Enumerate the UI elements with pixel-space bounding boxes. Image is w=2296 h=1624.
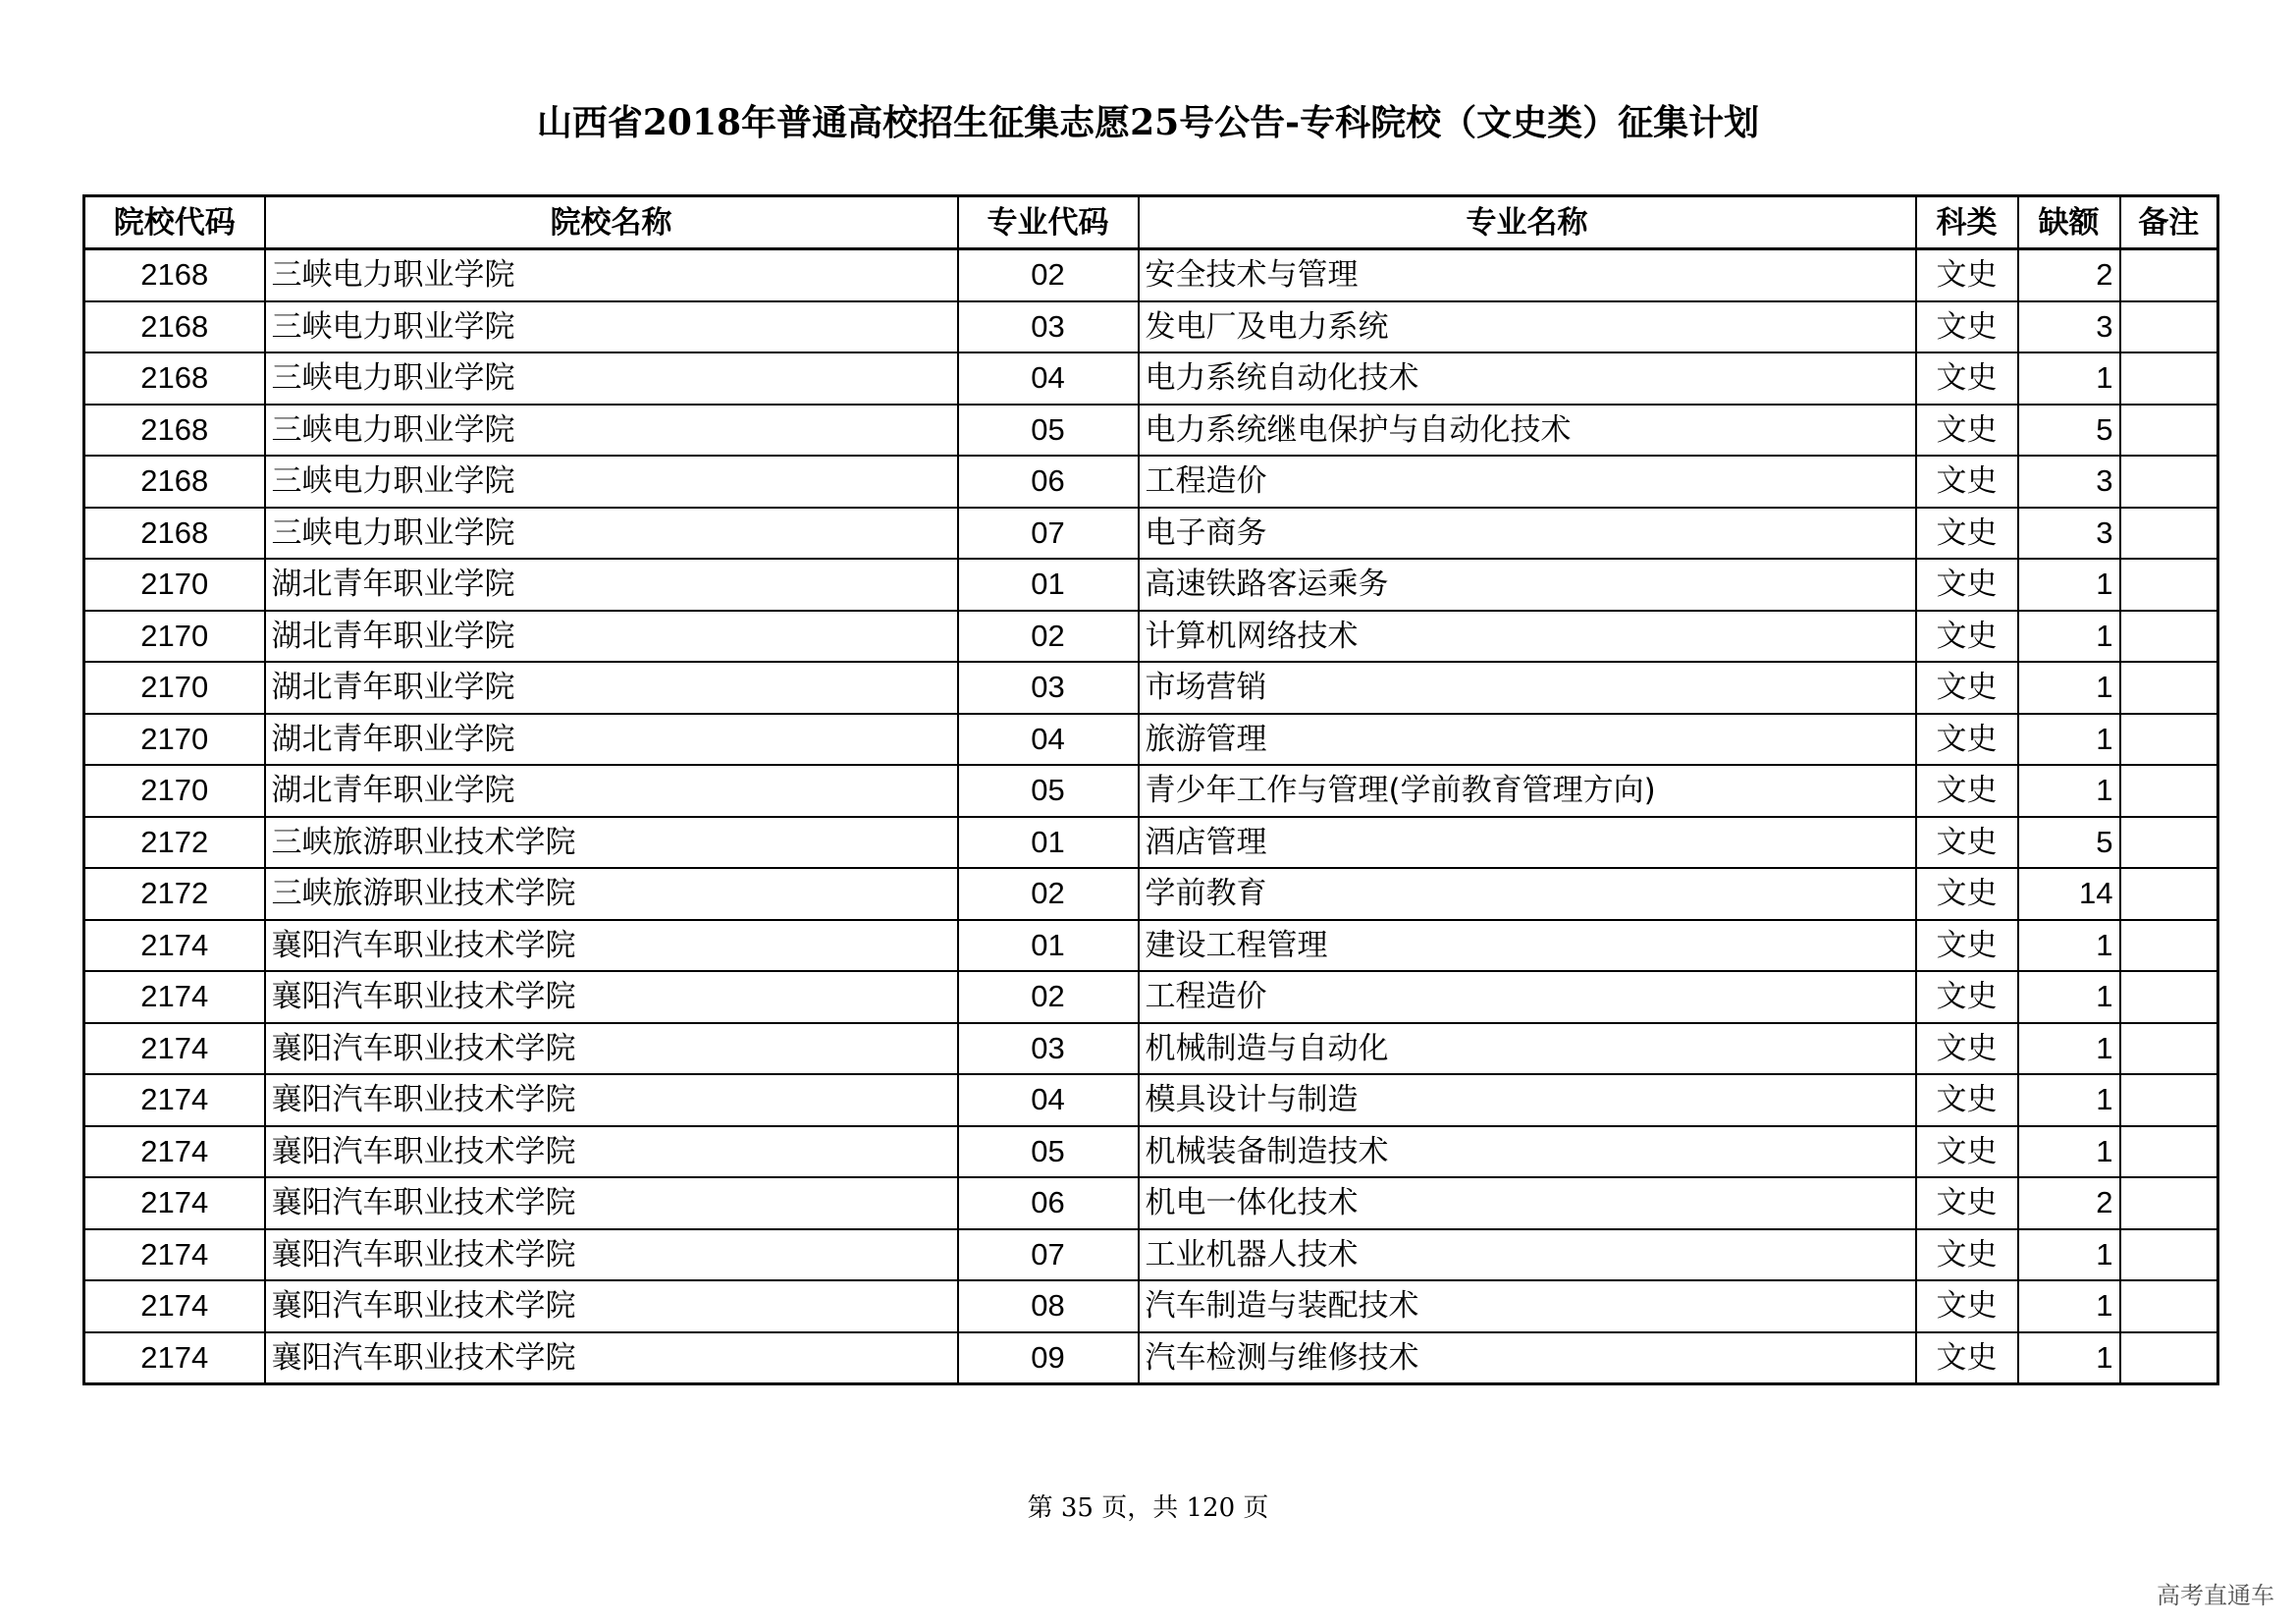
enrollment-plan-table — [82, 194, 2219, 1385]
table-row — [84, 559, 2218, 611]
cell-school-code: 2170 — [84, 559, 265, 611]
cell-remarks — [2120, 559, 2218, 611]
page-title: 山西省2018年普通高校招生征集志愿25号公告-专科院校（文史类）征集计划 — [536, 102, 1760, 143]
cell-category: 文史 — [1916, 868, 2018, 920]
cell-vacancies: 5 — [2018, 405, 2120, 457]
cell-remarks — [2120, 765, 2218, 817]
cell-school-name: 襄阳汽车职业技术学院 — [265, 1023, 958, 1075]
cell-school-name: 襄阳汽车职业技术学院 — [265, 1280, 958, 1332]
cell-category: 文史 — [1916, 352, 2018, 405]
cell-remarks — [2120, 868, 2218, 920]
table-row — [84, 662, 2218, 714]
cell-school-code: 2174 — [84, 1177, 265, 1229]
cell-major-name: 学前教育 — [1139, 868, 1916, 920]
header-remarks: 备注 — [2120, 196, 2218, 249]
cell-major-code: 02 — [958, 971, 1139, 1023]
cell-school-code: 2174 — [84, 1023, 265, 1075]
table-row — [84, 611, 2218, 663]
cell-school-code: 2172 — [84, 868, 265, 920]
cell-major-name: 工业机器人技术 — [1139, 1229, 1916, 1281]
table-row — [84, 1177, 2218, 1229]
cell-category: 文史 — [1916, 1229, 2018, 1281]
cell-major-name: 机电一体化技术 — [1139, 1177, 1916, 1229]
cell-vacancies: 1 — [2018, 765, 2120, 817]
cell-vacancies: 1 — [2018, 971, 2120, 1023]
cell-major-name: 电力系统自动化技术 — [1139, 352, 1916, 405]
cell-major-name: 工程造价 — [1139, 971, 1916, 1023]
cell-school-name: 三峡旅游职业技术学院 — [265, 817, 958, 869]
cell-major-code: 07 — [958, 1229, 1139, 1281]
cell-major-code: 06 — [958, 1177, 1139, 1229]
cell-vacancies: 14 — [2018, 868, 2120, 920]
table-row — [84, 508, 2218, 560]
cell-school-name: 湖北青年职业学院 — [265, 662, 958, 714]
cell-remarks — [2120, 1332, 2218, 1384]
cell-vacancies: 1 — [2018, 920, 2120, 972]
cell-major-name: 汽车检测与维修技术 — [1139, 1332, 1916, 1384]
cell-category: 文史 — [1916, 559, 2018, 611]
cell-major-name: 计算机网络技术 — [1139, 611, 1916, 663]
cell-school-name: 三峡电力职业学院 — [265, 301, 958, 353]
cell-category: 文史 — [1916, 662, 2018, 714]
cell-category: 文史 — [1916, 508, 2018, 560]
cell-major-code: 03 — [958, 1023, 1139, 1075]
cell-major-code: 01 — [958, 817, 1139, 869]
header-major-name: 专业名称 — [1139, 196, 1916, 249]
table-row — [84, 920, 2218, 972]
cell-remarks — [2120, 1023, 2218, 1075]
cell-major-code: 02 — [958, 868, 1139, 920]
cell-category: 文史 — [1916, 920, 2018, 972]
cell-remarks — [2120, 611, 2218, 663]
cell-vacancies: 1 — [2018, 352, 2120, 405]
cell-category: 文史 — [1916, 1023, 2018, 1075]
cell-remarks — [2120, 920, 2218, 972]
cell-vacancies: 1 — [2018, 1280, 2120, 1332]
cell-remarks — [2120, 1177, 2218, 1229]
cell-remarks — [2120, 405, 2218, 457]
cell-vacancies: 1 — [2018, 559, 2120, 611]
cell-school-code: 2174 — [84, 971, 265, 1023]
table-row — [84, 714, 2218, 766]
cell-remarks — [2120, 817, 2218, 869]
cell-vacancies: 5 — [2018, 817, 2120, 869]
cell-major-name: 模具设计与制造 — [1139, 1074, 1916, 1126]
cell-remarks — [2120, 456, 2218, 508]
cell-major-name: 旅游管理 — [1139, 714, 1916, 766]
table-row — [84, 971, 2218, 1023]
cell-school-name: 襄阳汽车职业技术学院 — [265, 1074, 958, 1126]
cell-major-code: 04 — [958, 714, 1139, 766]
cell-major-name: 工程造价 — [1139, 456, 1916, 508]
cell-major-code: 08 — [958, 1280, 1139, 1332]
cell-school-code: 2168 — [84, 301, 265, 353]
cell-vacancies: 1 — [2018, 714, 2120, 766]
cell-school-name: 湖北青年职业学院 — [265, 765, 958, 817]
table-row — [84, 249, 2218, 301]
cell-remarks — [2120, 714, 2218, 766]
cell-school-code: 2170 — [84, 611, 265, 663]
header-school-name: 院校名称 — [265, 196, 958, 249]
cell-category: 文史 — [1916, 1280, 2018, 1332]
table-row — [84, 1023, 2218, 1075]
cell-remarks — [2120, 249, 2218, 301]
cell-school-code: 2168 — [84, 456, 265, 508]
cell-school-code: 2170 — [84, 765, 265, 817]
cell-major-name: 青少年工作与管理(学前教育管理方向) — [1139, 765, 1916, 817]
table-row — [84, 301, 2218, 353]
table-row — [84, 868, 2218, 920]
cell-category: 文史 — [1916, 611, 2018, 663]
cell-major-code: 02 — [958, 611, 1139, 663]
cell-major-code: 04 — [958, 1074, 1139, 1126]
cell-school-code: 2172 — [84, 817, 265, 869]
cell-major-name: 机械制造与自动化 — [1139, 1023, 1916, 1075]
page-number: 第 35 页，共 120 页 — [1027, 1493, 1269, 1523]
table-row — [84, 817, 2218, 869]
cell-school-name: 三峡电力职业学院 — [265, 352, 958, 405]
cell-major-code: 03 — [958, 301, 1139, 353]
cell-school-name: 三峡旅游职业技术学院 — [265, 868, 958, 920]
cell-remarks — [2120, 662, 2218, 714]
cell-vacancies: 2 — [2018, 249, 2120, 301]
cell-category: 文史 — [1916, 456, 2018, 508]
cell-category: 文史 — [1916, 1074, 2018, 1126]
cell-major-code: 05 — [958, 405, 1139, 457]
cell-school-name: 三峡电力职业学院 — [265, 249, 958, 301]
cell-school-name: 三峡电力职业学院 — [265, 456, 958, 508]
cell-school-name: 三峡电力职业学院 — [265, 405, 958, 457]
cell-major-name: 安全技术与管理 — [1139, 249, 1916, 301]
table-row — [84, 405, 2218, 457]
cell-vacancies: 3 — [2018, 508, 2120, 560]
cell-remarks — [2120, 1229, 2218, 1281]
cell-remarks — [2120, 1280, 2218, 1332]
cell-remarks — [2120, 352, 2218, 405]
cell-school-code: 2168 — [84, 508, 265, 560]
cell-category: 文史 — [1916, 1177, 2018, 1229]
table-row — [84, 765, 2218, 817]
cell-vacancies: 3 — [2018, 456, 2120, 508]
cell-school-code: 2174 — [84, 1074, 265, 1126]
cell-school-code: 2174 — [84, 920, 265, 972]
cell-vacancies: 1 — [2018, 1332, 2120, 1384]
watermark: 高考直通车 — [2157, 1582, 2274, 1609]
table-body — [84, 249, 2218, 1384]
cell-vacancies: 1 — [2018, 1229, 2120, 1281]
cell-major-code: 03 — [958, 662, 1139, 714]
cell-remarks — [2120, 301, 2218, 353]
cell-school-name: 湖北青年职业学院 — [265, 559, 958, 611]
cell-category: 文史 — [1916, 714, 2018, 766]
cell-category: 文史 — [1916, 249, 2018, 301]
cell-school-code: 2174 — [84, 1332, 265, 1384]
cell-vacancies: 1 — [2018, 662, 2120, 714]
cell-major-code: 04 — [958, 352, 1139, 405]
cell-category: 文史 — [1916, 765, 2018, 817]
cell-school-code: 2168 — [84, 352, 265, 405]
cell-remarks — [2120, 1074, 2218, 1126]
cell-vacancies: 1 — [2018, 1126, 2120, 1178]
header-major-code: 专业代码 — [958, 196, 1139, 249]
cell-remarks — [2120, 508, 2218, 560]
cell-major-code: 01 — [958, 920, 1139, 972]
cell-school-name: 湖北青年职业学院 — [265, 714, 958, 766]
header-vacancies: 缺额 — [2018, 196, 2120, 249]
cell-remarks — [2120, 1126, 2218, 1178]
cell-major-code: 01 — [958, 559, 1139, 611]
cell-category: 文史 — [1916, 817, 2018, 869]
cell-category: 文史 — [1916, 301, 2018, 353]
cell-school-code: 2174 — [84, 1126, 265, 1178]
cell-major-name: 汽车制造与装配技术 — [1139, 1280, 1916, 1332]
header-category: 科类 — [1916, 196, 2018, 249]
cell-vacancies: 2 — [2018, 1177, 2120, 1229]
cell-school-name: 襄阳汽车职业技术学院 — [265, 1126, 958, 1178]
cell-school-name: 襄阳汽车职业技术学院 — [265, 1332, 958, 1384]
cell-major-code: 05 — [958, 765, 1139, 817]
cell-major-name: 建设工程管理 — [1139, 920, 1916, 972]
cell-school-code: 2174 — [84, 1280, 265, 1332]
cell-school-code: 2174 — [84, 1229, 265, 1281]
cell-vacancies: 1 — [2018, 1023, 2120, 1075]
cell-major-name: 电力系统继电保护与自动化技术 — [1139, 405, 1916, 457]
cell-school-name: 三峡电力职业学院 — [265, 508, 958, 560]
cell-school-name: 襄阳汽车职业技术学院 — [265, 1229, 958, 1281]
cell-school-name: 襄阳汽车职业技术学院 — [265, 1177, 958, 1229]
table-row — [84, 1229, 2218, 1281]
cell-major-name: 机械装备制造技术 — [1139, 1126, 1916, 1178]
cell-school-name: 湖北青年职业学院 — [265, 611, 958, 663]
cell-school-code: 2168 — [84, 405, 265, 457]
table-row — [84, 1332, 2218, 1384]
cell-remarks — [2120, 971, 2218, 1023]
cell-vacancies: 1 — [2018, 611, 2120, 663]
cell-category: 文史 — [1916, 1126, 2018, 1178]
cell-vacancies: 3 — [2018, 301, 2120, 353]
cell-category: 文史 — [1916, 1332, 2018, 1384]
table-row — [84, 352, 2218, 405]
cell-major-code: 05 — [958, 1126, 1139, 1178]
cell-school-code: 2170 — [84, 714, 265, 766]
table-row — [84, 1074, 2218, 1126]
cell-category: 文史 — [1916, 971, 2018, 1023]
cell-major-name: 高速铁路客运乘务 — [1139, 559, 1916, 611]
cell-major-name: 酒店管理 — [1139, 817, 1916, 869]
cell-major-code: 06 — [958, 456, 1139, 508]
table-header-row — [84, 196, 2218, 249]
cell-major-code: 02 — [958, 249, 1139, 301]
cell-major-name: 发电厂及电力系统 — [1139, 301, 1916, 353]
cell-school-name: 襄阳汽车职业技术学院 — [265, 971, 958, 1023]
cell-major-code: 07 — [958, 508, 1139, 560]
cell-major-name: 电子商务 — [1139, 508, 1916, 560]
table-row — [84, 456, 2218, 508]
cell-school-code: 2170 — [84, 662, 265, 714]
cell-school-code: 2168 — [84, 249, 265, 301]
table-row — [84, 1280, 2218, 1332]
cell-school-name: 襄阳汽车职业技术学院 — [265, 920, 958, 972]
header-school-code: 院校代码 — [84, 196, 265, 249]
table-row — [84, 1126, 2218, 1178]
cell-major-code: 09 — [958, 1332, 1139, 1384]
cell-category: 文史 — [1916, 405, 2018, 457]
cell-vacancies: 1 — [2018, 1074, 2120, 1126]
cell-major-name: 市场营销 — [1139, 662, 1916, 714]
